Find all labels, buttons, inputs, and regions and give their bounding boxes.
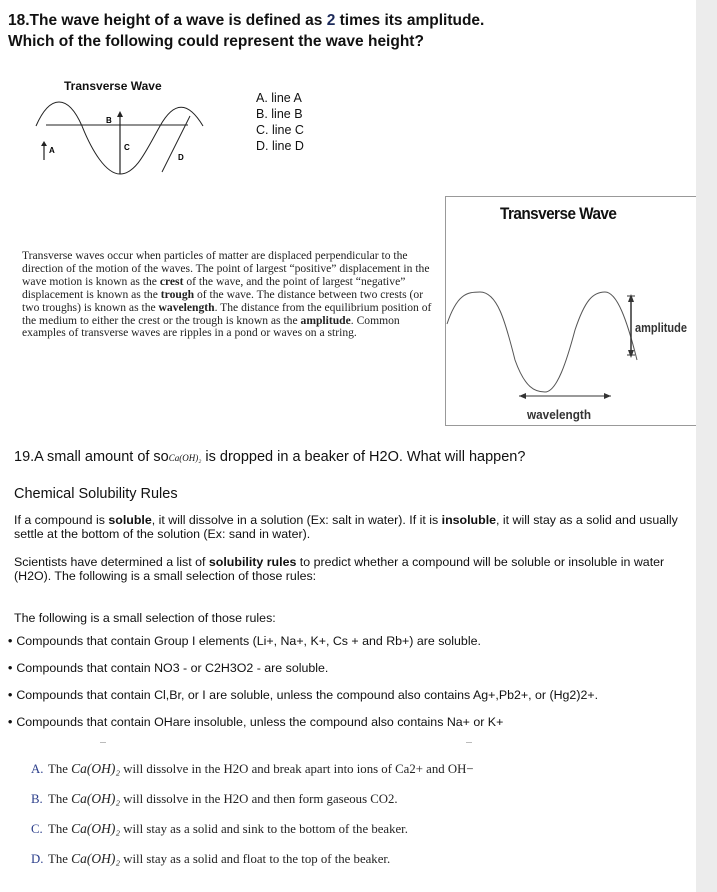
p1-text-2: , it will dissolve in a solution (Ex: salt in water). If it is — [151, 513, 442, 527]
answer-text-end: will stay as a solid and sink to the bottom of the beaker. — [120, 822, 408, 836]
para-term-wavelength: wavelength — [158, 300, 215, 314]
large-wave-figure — [445, 230, 695, 424]
line-a-arrow — [41, 141, 47, 146]
bullet-dot: • — [8, 634, 13, 648]
divider-mark-left — [100, 742, 106, 743]
label-d: D — [178, 153, 184, 162]
para-text-4: . The distance from the equilibrium position of the medium to either the crest or the trough is known as the — [22, 300, 432, 327]
p1-text-3: , it will stay as a solid and usually settle at the bottom of the solution (Ex: sand in water). — [14, 513, 678, 541]
q18-number: 2 — [326, 12, 336, 29]
rules-paragraph-1 — [14, 513, 704, 541]
bullet-dot: • — [8, 688, 13, 702]
q19-formula: Ca(OH)₂ — [168, 453, 202, 463]
para-term-amplitude: amplitude — [300, 313, 351, 327]
answer-formula: Ca(OH)₂ — [71, 821, 121, 836]
para-text-2: of the wave, and the point of largest “negative” displacement is known as the — [22, 274, 406, 301]
large-wave-curve — [447, 292, 637, 392]
para-text-1: Transverse waves occur when particles of matter are displaced perpendicular to the direction of the motion of the waves. The point of largest “positive” displacement in the wave motion is known as the — [22, 249, 430, 288]
answer-text-start: The — [48, 792, 72, 806]
answer-text-start: The — [48, 762, 72, 776]
transverse-wave-paragraph — [22, 250, 434, 340]
q18-options — [256, 90, 304, 154]
answer-letter: C. — [31, 822, 43, 836]
answer-text-start: The — [48, 822, 72, 836]
para-term-trough: trough — [160, 287, 195, 301]
answer-text-end: will dissolve in the H2O and then form gaseous CO2. — [120, 792, 398, 806]
rule-bullet-3 — [8, 688, 598, 702]
label-a: A — [49, 146, 55, 155]
bullet-dot: • — [8, 661, 13, 675]
solubility-rules-heading: Chemical Solubility Rules — [14, 486, 178, 502]
rule-bullet-1 — [8, 634, 481, 648]
p1-term-insoluble: insoluble — [441, 513, 497, 527]
line-d — [162, 116, 190, 172]
q18-text-start: 18.The wave height of a wave is defined as — [8, 12, 327, 29]
q18-option-d[interactable]: D. line D — [256, 139, 304, 153]
wavelength-arrow-left — [519, 393, 526, 399]
q18-line-2: Which of the following could represent the wave height? — [8, 33, 424, 50]
answer-formula: Ca(OH)₂ — [71, 851, 121, 866]
large-figure-title: Transverse Wave — [500, 204, 617, 223]
rule-text: Compounds that contain OHare insoluble, unless the compound also contains Na+ or K+ — [16, 715, 504, 729]
answer-letter: B. — [31, 792, 43, 806]
wavelength-label: wavelength — [526, 407, 592, 422]
wavelength-arrow-right — [604, 393, 611, 399]
question-19 — [14, 449, 525, 465]
rule-bullet-4 — [8, 715, 503, 729]
q18-option-b[interactable]: B. line B — [256, 107, 303, 121]
answer-formula: Ca(OH)₂ — [71, 761, 121, 776]
answer-text-end: will stay as a solid and float to the top of the beaker. — [120, 852, 391, 866]
answer-formula: Ca(OH)₂ — [71, 791, 121, 806]
small-wave-figure — [28, 96, 218, 176]
amplitude-arrow-top — [628, 294, 634, 302]
label-c: C — [124, 143, 130, 152]
right-scroll-strip[interactable] — [696, 0, 717, 892]
p1-term-soluble: soluble — [108, 513, 152, 527]
line-c-arrow — [117, 111, 123, 117]
p2-text-2: to predict whether a compound will be soluble or insoluble in water (H2O). The following is a small selection of those rules: — [14, 555, 665, 583]
p2-term-solubility-rules: solubility rules — [208, 555, 297, 569]
rule-text: Compounds that contain NO3 - or C2H3O2 - are soluble. — [16, 661, 329, 675]
amplitude-arrow-bottom — [628, 350, 634, 358]
p1-text-1: If a compound is — [14, 513, 109, 527]
small-figure-title: Transverse Wave — [64, 79, 162, 93]
answer-d[interactable] — [31, 851, 390, 867]
rule-text: Compounds that contain Group I elements (Li+, Na+, K+, Cs + and Rb+) are soluble. — [16, 634, 481, 648]
rule-text: Compounds that contain Cl,Br, or I are soluble, unless the compound also contains Ag+,Pb2+, or (Hg2)2+. — [16, 688, 599, 702]
q18-text-end: times its amplitude. — [335, 12, 485, 29]
answer-letter: A. — [31, 762, 44, 776]
q18-option-a[interactable]: A. line A — [256, 91, 302, 105]
q19-text-end: is dropped in a beaker of H2O. What will happen? — [201, 449, 526, 465]
para-text-5: . Common examples of transverse waves are ripples in a pond or waves on a string. — [22, 313, 400, 340]
answer-b[interactable] — [31, 791, 398, 807]
label-b: B — [106, 116, 112, 125]
para-term-crest: crest — [159, 274, 184, 288]
q19-text-start: 19.A small amount of so — [14, 449, 169, 465]
question-18 — [8, 10, 484, 52]
answer-text-start: The — [48, 852, 72, 866]
q18-option-c[interactable]: C. line C — [256, 123, 304, 137]
p2-text-1: Scientists have determined a list of — [14, 555, 209, 569]
rules-paragraph-2 — [14, 555, 704, 583]
answer-text-end: will dissolve in the H2O and break apart into ions of Ca2+ and OH− — [120, 762, 474, 776]
rules-paragraph-3: The following is a small selection of those rules: — [14, 611, 276, 625]
bullet-dot: • — [8, 715, 13, 729]
answer-c[interactable] — [31, 821, 408, 837]
answer-letter: D. — [31, 852, 44, 866]
rule-bullet-2 — [8, 661, 328, 675]
para-text-3: of the wave. The distance between two crests (or two troughs) is known as the — [22, 287, 424, 314]
divider-mark-right — [466, 742, 472, 743]
amplitude-label: amplitude — [635, 320, 687, 335]
answer-a[interactable] — [31, 761, 474, 777]
